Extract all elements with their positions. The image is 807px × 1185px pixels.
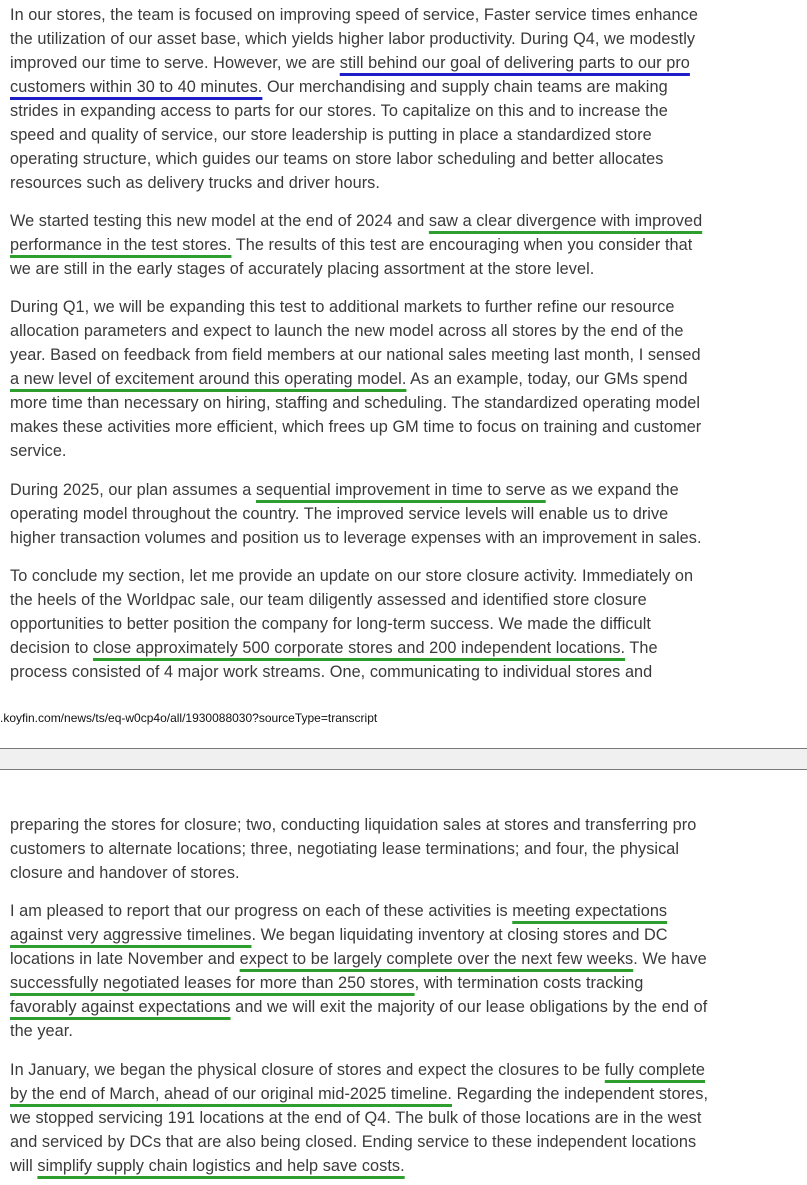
text-line [10,367,800,391]
text-line [10,636,800,660]
text-segment: As an example, today, our GMs spend [406,370,688,388]
text-line [10,660,800,684]
text-segment: The results of this test are encouraging when you consider that [231,236,693,254]
text-line [10,1019,800,1043]
text-segment: Our merchandising and supply chain teams are making [262,78,668,96]
highlighted-text-green: successfully negotiated leases for more than 250 stores [10,974,415,992]
text-segment: Regarding the independent stores, [452,1085,709,1103]
page-footer-url: .koyfin.com/news/ts/eq-w0cp4o/all/1930088030?sourceType=transcript [0,711,378,725]
text-segment: year. Based on feedback from field members at our national sales meeting last month, I sensed [10,346,701,364]
highlighted-text-green: fully complete [604,1061,706,1079]
highlighted-text-green: by the end of March, ahead of our original mid-2025 timeline. [10,1085,452,1103]
text-segment: To conclude my section, let me provide an update on our store closure activity. Immediately on [10,567,694,585]
text-segment: we are still in the early stages of accurately placing assortment at the store level. [10,260,595,278]
text-segment: operating model throughout the country. The improved service levels will enable us to drive [10,505,669,523]
text-segment: service. [10,442,67,460]
text-segment: more time than necessary on hiring, staffing and scheduling. The standardized operating model [10,394,701,412]
text-line [10,612,800,636]
text-line [10,923,800,947]
text-line [10,257,800,281]
text-line [10,75,800,99]
text-line [10,391,800,415]
text-segment: . We began liquidating inventory at closing stores and DC [251,926,668,944]
highlighted-text-green: saw a clear divergence with improved [428,212,703,230]
paragraph-physical-closure [10,1058,800,1178]
text-line [10,947,800,971]
text-segment: allocation parameters and expect to launch the new model across all stores by the end of the [10,322,684,340]
text-line [10,27,800,51]
text-segment: makes these activities more efficient, which frees up GM time to focus on training and customer [10,418,702,436]
text-segment: as we expand the [545,481,679,499]
text-line [10,861,800,885]
text-segment: and serviced by DCs that are also being closed. Ending service to these independent locations [10,1133,697,1151]
text-segment: In January, we began the physical closure of stores and expect the closures to be [10,1061,605,1079]
highlighted-text-green: sequential improvement in time to serve [255,481,546,499]
paragraph-test-model [10,209,800,281]
text-line [10,233,800,257]
text-line [10,1130,800,1154]
text-segment: operating structure, which guides our teams on store labor scheduling and better allocates [10,150,664,168]
text-segment: will [10,1157,38,1175]
text-segment: opportunities to better position the company for long-term success. We made the difficult [10,615,651,633]
paragraph-progress-report [10,899,800,1043]
text-segment: . We have [633,950,707,968]
highlighted-text-green: against very aggressive timelines [10,926,252,944]
paragraph-store-closures [10,564,800,684]
paragraph-speed-of-service [10,3,800,195]
text-segment: we stopped servicing 191 locations at the end of Q4. The bulk of those locations are in the west [10,1109,702,1127]
text-line [10,295,800,319]
text-line [10,564,800,588]
text-segment: the year. [10,1022,73,1040]
text-segment: We started testing this new model at the end of 2024 and [10,212,429,230]
highlighted-text-green: a new level of excitement around this operating model. [10,370,407,388]
text-segment: higher transaction volumes and position us to leverage expenses with an improvement in sales. [10,529,702,547]
text-segment: improved our time to serve. However, we are [10,54,340,72]
highlighted-text-green: simplify supply chain logistics and help save costs. [37,1157,405,1175]
text-line [10,1106,800,1130]
text-line [10,319,800,343]
transcript-page-2 [0,770,807,1185]
text-line [10,1154,800,1178]
text-line [10,209,800,233]
text-segment: closure and handover of stores. [10,864,240,882]
text-segment: preparing the stores for closure; two, conducting liquidation sales at stores and transferring pro [10,816,697,834]
text-line [10,51,800,75]
text-line [10,502,800,526]
text-line [10,439,800,463]
text-segment: the heels of the Worldpac sale, our team diligently assessed and identified store closure [10,591,647,609]
text-line [10,526,800,550]
text-segment: During Q1, we will be expanding this test to additional markets to further refine our resource [10,298,675,316]
text-line [10,837,800,861]
highlighted-text-green: meeting expectations [512,902,668,920]
highlighted-text-green: favorably against expectations [10,998,231,1016]
text-segment: speed and quality of service, our store leadership is putting in place a standardized store [10,126,652,144]
text-line [10,171,800,195]
text-segment: and we will exit the majority of our lease obligations by the end of [230,998,708,1016]
highlighted-text-green: close approximately 500 corporate stores and 200 independent locations. [92,639,626,657]
text-line [10,99,800,123]
text-segment: I am pleased to report that our progress on each of these activities is [10,902,513,920]
text-line [10,995,800,1019]
text-line [10,1058,800,1082]
text-segment: customers to alternate locations; three, negotiating lease terminations; and four, the physical [10,840,680,858]
text-segment: process consisted of 4 major work streams. One, communicating to individual stores and [10,663,653,681]
text-line [10,478,800,502]
text-segment: The [625,639,658,657]
page-break-divider [0,748,807,770]
text-segment: strides in expanding access to parts for our stores. To capitalize on this and to increase the [10,102,668,120]
text-line [10,343,800,367]
highlighted-text-green: performance in the test stores. [10,236,232,254]
text-segment: , with termination costs tracking [414,974,644,992]
text-line [10,813,800,837]
paragraph-q1-expansion [10,295,800,463]
paragraph-closure-process [10,813,800,885]
text-line [10,899,800,923]
text-segment: During 2025, our plan assumes a [10,481,256,499]
text-line [10,123,800,147]
highlighted-text-blue: still behind our goal of delivering parts to our pro [339,54,690,72]
text-line [10,1082,800,1106]
paragraph-2025-plan [10,478,800,550]
highlighted-text-blue: customers within 30 to 40 minutes. [10,78,263,96]
text-segment: decision to [10,639,93,657]
text-segment: resources such as delivery trucks and driver hours. [10,174,380,192]
highlighted-text-green: expect to be largely complete over the next few weeks [239,950,634,968]
text-line [10,415,800,439]
text-segment: In our stores, the team is focused on improving speed of service, Faster service times enhance [10,6,698,24]
text-line [10,3,800,27]
text-line [10,147,800,171]
text-segment: the utilization of our asset base, which yields higher labor productivity. During Q4, we modestly [10,30,696,48]
text-line [10,971,800,995]
text-line [10,588,800,612]
text-segment: locations in late November and [10,950,240,968]
